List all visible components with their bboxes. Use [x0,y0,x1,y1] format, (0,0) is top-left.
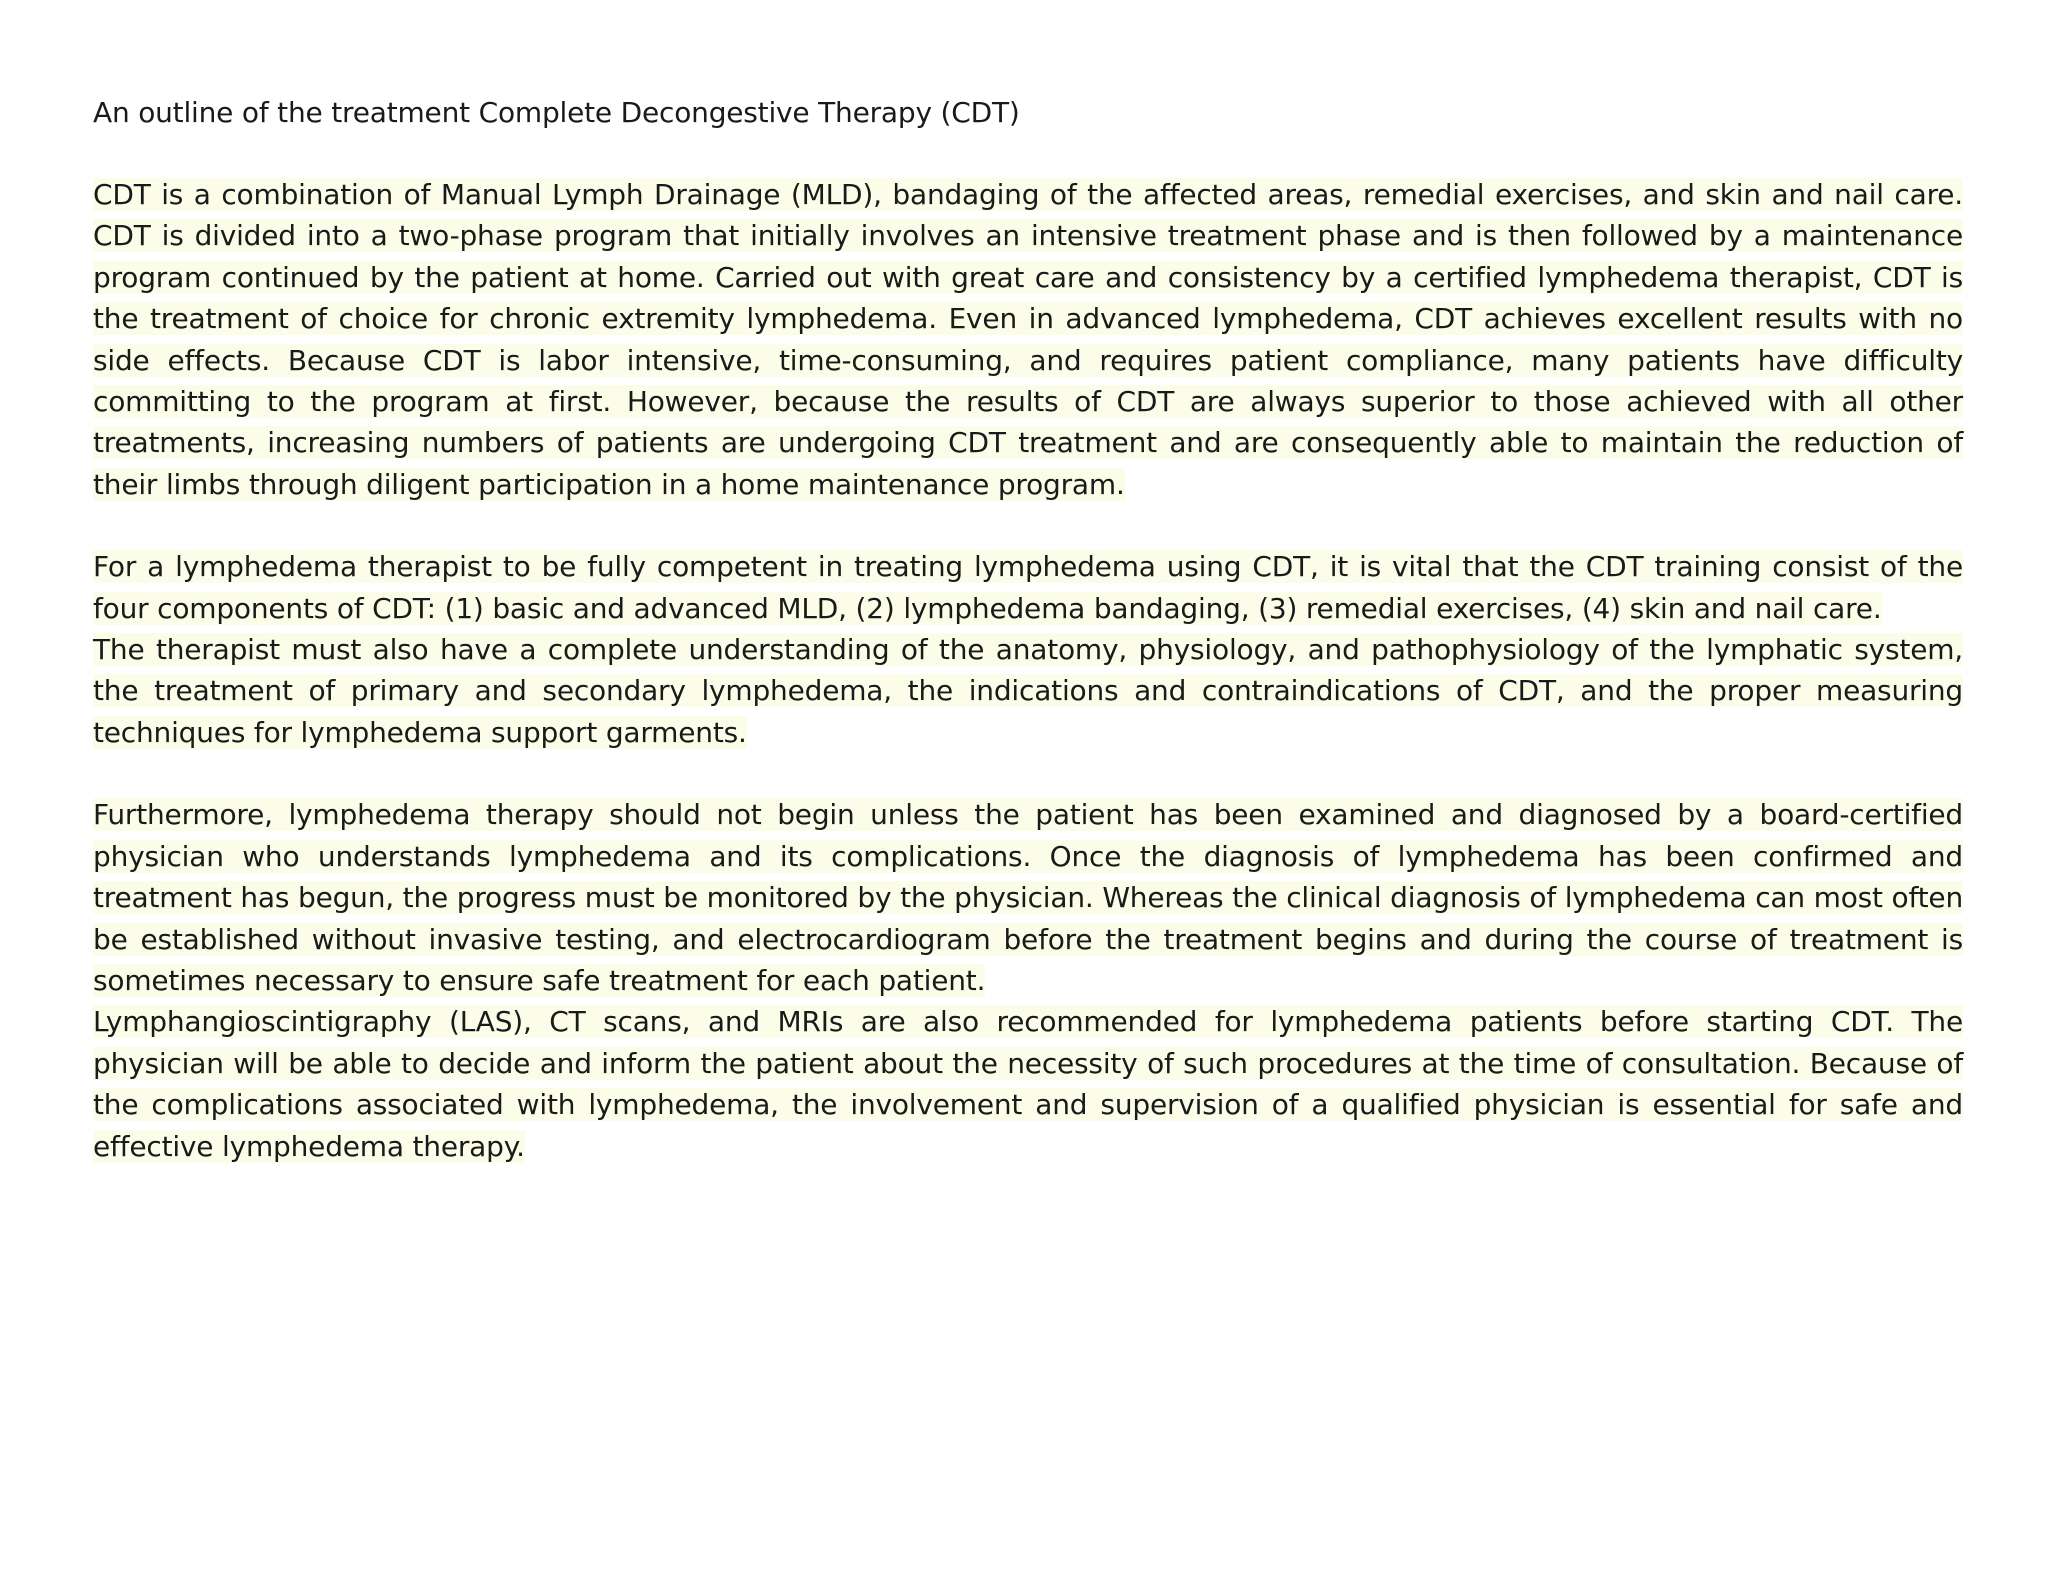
paragraph-physician-diagnosis [93,794,1963,1001]
paragraph-text: The therapist must also have a complete understanding of the anatomy, physiology, and pathophysiology of the lymphatic system, the treatment of primary and secondary lymphedema, the indications and contraindications of CDT, and the proper measuring techniques for lymphedema support garments. [93,633,1963,749]
paragraph-text: Furthermore, lymphedema therapy should not begin unless the patient has been examined and diagnosed by a board-certified physician who understands lymphedema and its complications. Once the diagnosis of lymphedema has been confirmed and treatment has begun, the progress must be monitored by the physician. Whereas the clinical diagnosis of lymphedema can most often be established without invasive testing, and electrocardiogram before the treatment begins and during the course of treatment is sometimes necessary to ensure safe treatment for each patient. [93,798,1963,997]
paragraph-cdt-overview [93,174,1963,505]
paragraph-text: CDT is a combination of Manual Lymph Drainage (MLD), bandaging of the affected areas, remedial exercises, and skin and nail care. CDT is divided into a two-phase program that initially involves an intensive treatment phase and is then followed by a maintenance program continued by the patient at home. Carried out with great care and consistency by a certified lymphedema therapist, CDT is the treatment of choice for chronic extremity lymphedema. Even in advanced lymphedema, CDT achieves excellent results with no side effects. Because CDT is labor intensive, time-consuming, and requires patient compliance, many patients have difficulty committing to the program at first. However, because the results of CDT are always superior to those achieved with all other treatments, increasing numbers of patients are undergoing CDT treatment and are consequently able to maintain the reduction of their limbs through diligent participation in a home maintenance program. [93,178,1963,501]
paragraph-therapist-understanding [93,629,1963,753]
paragraph-text: For a lymphedema therapist to be fully competent in treating lymphedema using CDT, it is vital that the CDT training consist of the four components of CDT: (1) basic and advanced MLD, (2) lymphedema bandaging, (3) remedial exercises, (4) skin and nail care. [93,550,1963,625]
paragraph-imaging-recommendations [93,1001,1963,1167]
paragraph-spacer [93,505,1963,546]
paragraph-spacer [93,753,1963,794]
document-page [93,92,1963,1167]
paragraph-therapist-competence [93,546,1963,629]
paragraph-text: Lymphangioscintigraphy (LAS), CT scans, and MRIs are also recommended for lymphedema patients before starting CDT. The physician will be able to decide and inform the patient about the necessity of such procedures at the time of consultation. Because of the complications associated with lymphedema, the involvement and supervision of a qualified physician is essential for safe and effective lymphedema therapy. [93,1005,1963,1163]
document-title: An outline of the treatment Complete Decongestive Therapy (CDT) [93,96,1020,129]
